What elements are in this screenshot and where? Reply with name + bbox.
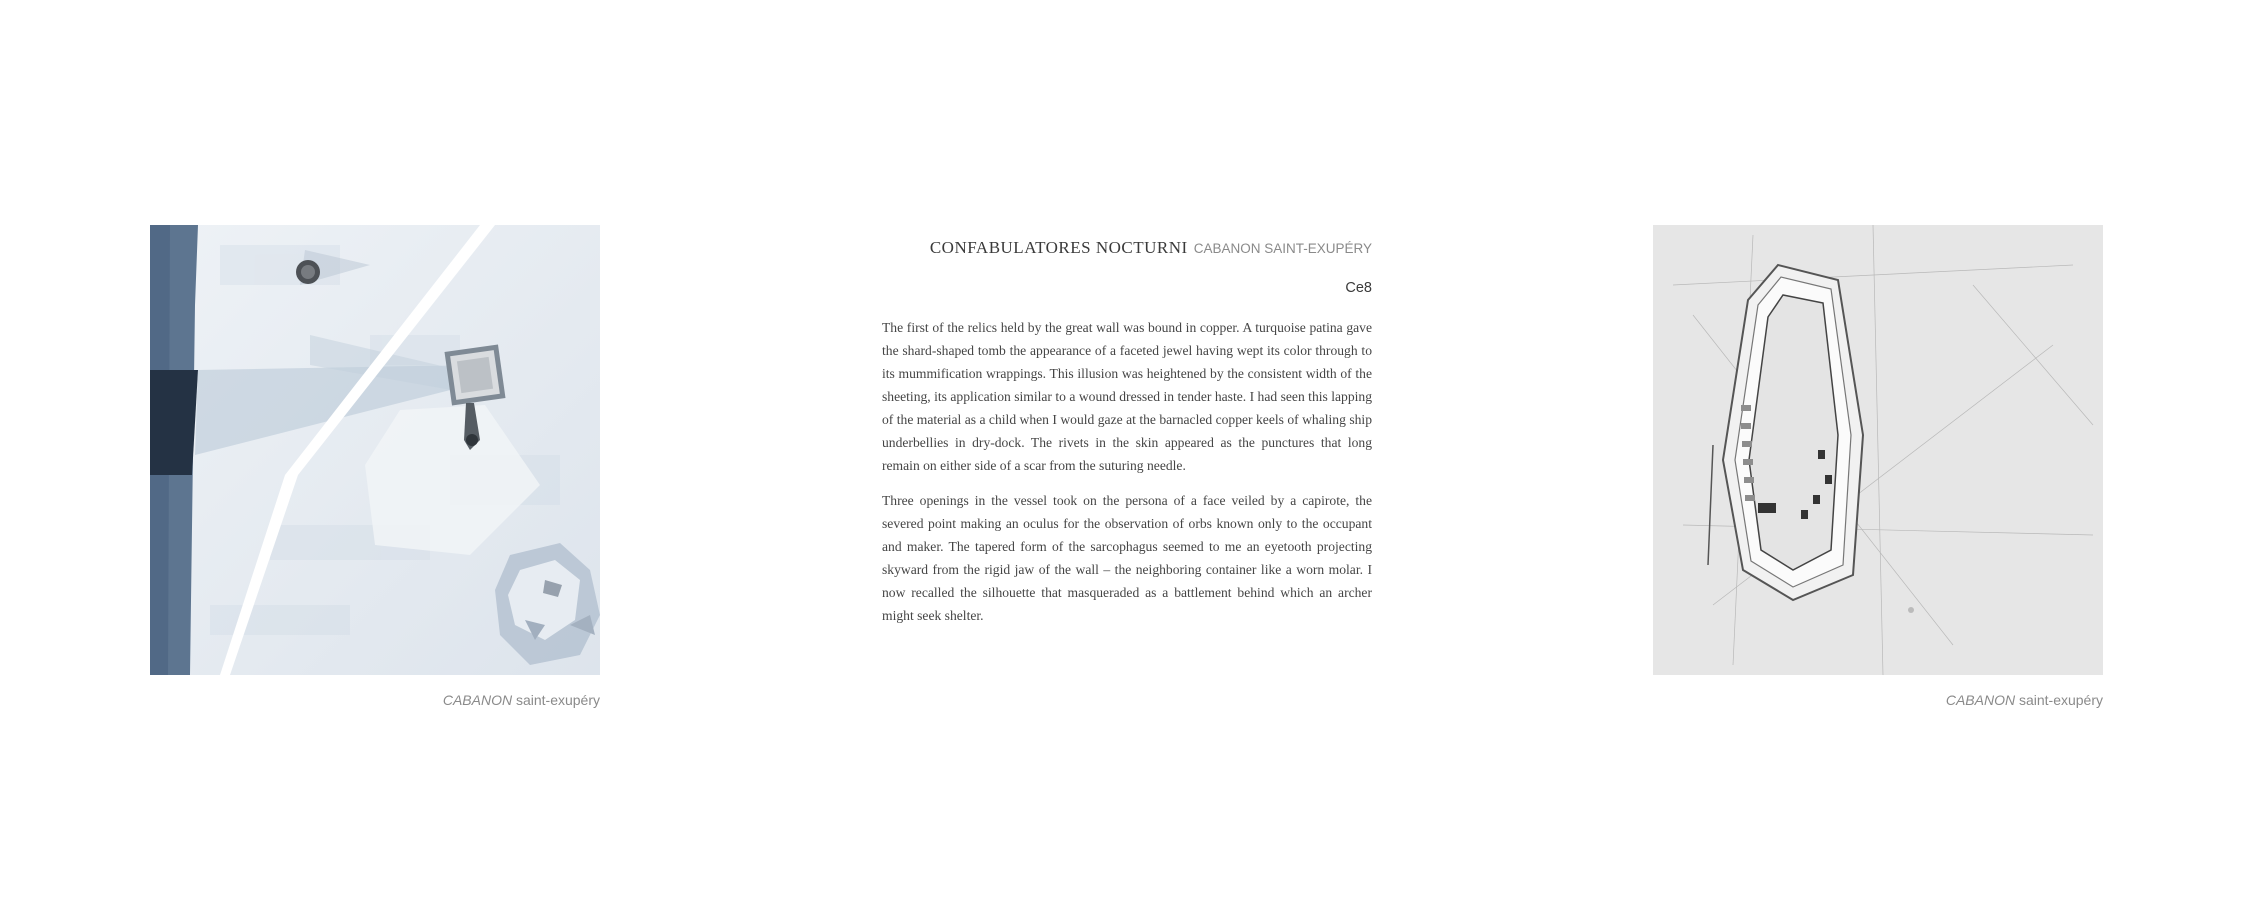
site-plan-image (150, 225, 600, 675)
article-title: CONFABULATORES NOCTURNI (929, 238, 1188, 257)
body-paragraph: The first of the relics held by the great wall was bound in copper. A turquoise patina gave the shard-shaped tomb the appearance of a faceted jewel having wept its color through to its mummification wrappings. This illusion was heightened by the consistent width of the sheeting, its application similar to a wound dressed in tender haste. I had seen this lapping of the material as a child when I would gaze at the barnacled copper keels of whaling ship underbellies in dry-dock. The rivets in the skin appeared as the punctures that long remain on either side of a scar from the suturing needle. (882, 320, 1372, 473)
article-heading (882, 238, 1372, 258)
caption-italic: CABANON (442, 692, 513, 708)
caption-text: saint-exupéry (515, 692, 600, 708)
sketch-plan-image (1653, 225, 2103, 675)
body-paragraph: Three openings in the vessel took on the persona of a face veiled by a capirote, the severed point making an oculus for the observation of orbs known only to the occupant and maker. The tapered form of the sarcophagus seemed to me an eyetooth projecting skyward from the rigid jaw of the wall – the neighboring container like a worn molar. I now recalled the silhouette that masqueraded as a battlement behind which an archer might seek shelter. (882, 493, 1372, 623)
page-code: Ce8 (1345, 280, 1372, 296)
image-caption-left (150, 692, 600, 708)
caption-italic: CABANON (1945, 692, 2016, 708)
article-text (882, 238, 1372, 627)
article-subtitle: CABANON SAINT-EXUPÉRY (1193, 241, 1372, 256)
image-caption-right (1653, 692, 2103, 708)
caption-text: saint-exupéry (2018, 692, 2103, 708)
